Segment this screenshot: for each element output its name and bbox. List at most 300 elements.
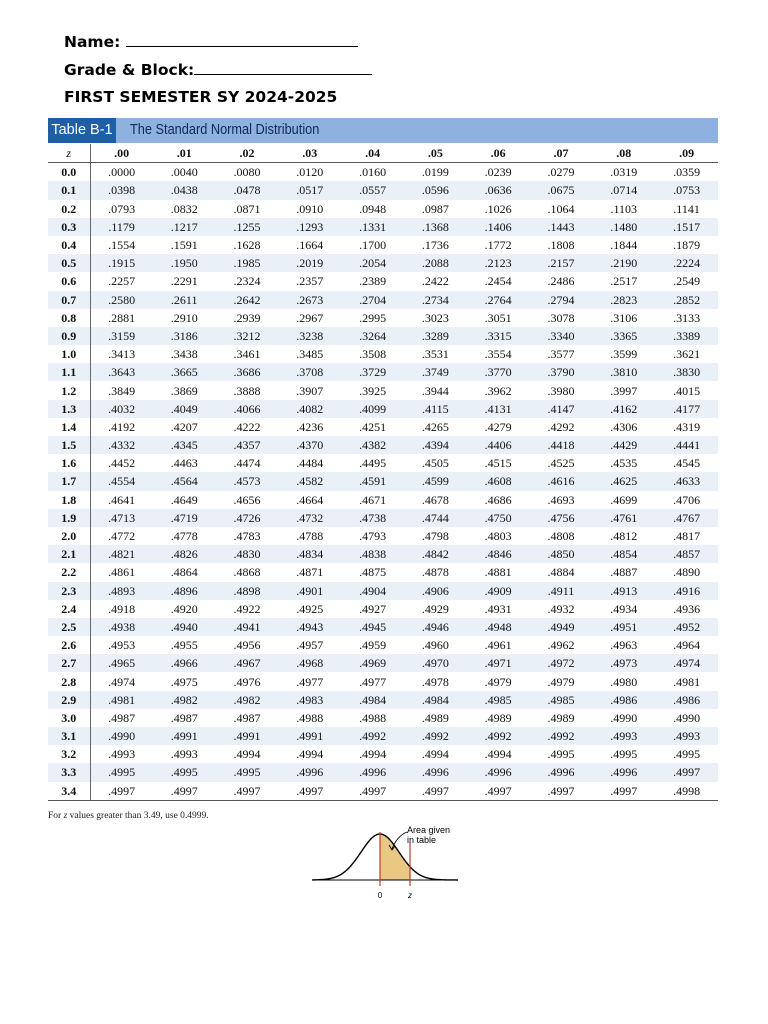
- table-cell: .4788: [296, 529, 324, 544]
- table-cell: .4826: [153, 545, 216, 563]
- z-value-cell: 1.6: [48, 454, 90, 472]
- z-value-cell: 2.2: [48, 563, 90, 581]
- table-cell: .4878: [421, 565, 449, 580]
- table-cell: .2939: [233, 310, 261, 325]
- table-cell: .0793: [108, 201, 136, 216]
- table-row: [48, 709, 718, 727]
- table-cell: .4989: [484, 710, 512, 725]
- table-cell: .4686: [484, 492, 512, 507]
- table-row: [48, 236, 718, 254]
- table-row: [48, 654, 718, 672]
- z-value-cell: 1.1: [48, 363, 90, 381]
- table-cell: .1591: [170, 238, 198, 253]
- table-cell: .1368: [404, 218, 467, 236]
- table-cell: .4279: [484, 419, 512, 434]
- table-cell: .3023: [421, 310, 449, 325]
- table-cell: .4997: [278, 782, 341, 801]
- table-cell: .4995: [216, 763, 279, 781]
- table-row: [48, 563, 718, 581]
- table-cell: .4713: [90, 509, 153, 527]
- table-cell: .0557: [341, 181, 404, 199]
- table-cell: .4738: [341, 509, 404, 527]
- table-cell: .4909: [467, 582, 530, 600]
- table-cell: .4699: [610, 492, 638, 507]
- table-cell: .4992: [467, 727, 530, 745]
- table-cell: .4834: [278, 545, 341, 563]
- z-value-cell: 2.0: [48, 527, 90, 545]
- table-cell: .0160: [359, 165, 387, 180]
- table-row: [48, 454, 718, 472]
- table-cell: .0319: [610, 165, 638, 180]
- table-cell: .4990: [673, 710, 701, 725]
- table-cell: .3997: [610, 383, 638, 398]
- table-cell: .2088: [404, 254, 467, 272]
- column-header: .05: [404, 144, 467, 163]
- table-cell: .2123: [467, 254, 530, 272]
- table-cell: .4981: [90, 691, 153, 709]
- table-cell: .1141: [673, 201, 700, 216]
- table-cell: .3962: [484, 383, 512, 398]
- table-cell: .4726: [216, 509, 279, 527]
- table-cell: .4993: [170, 747, 198, 762]
- table-cell: .4564: [153, 472, 216, 490]
- z-value-cell: 1.9: [48, 509, 90, 527]
- table-cell: .4842: [404, 545, 467, 563]
- z-column-header: z: [48, 144, 90, 163]
- table-cell: .2357: [296, 274, 324, 289]
- table-cell: .4932: [547, 601, 575, 616]
- table-cell: .4991: [153, 727, 216, 745]
- table-cell: .4306: [610, 419, 638, 434]
- table-cell: .3289: [404, 327, 467, 345]
- table-cell: .3686: [216, 363, 279, 381]
- table-cell: .3577: [547, 347, 575, 362]
- callout-line2: in table: [407, 835, 437, 845]
- table-cell: .4973: [592, 654, 655, 672]
- table-cell: .4750: [467, 509, 530, 527]
- table-cell: .4995: [610, 747, 638, 762]
- table-cell: .4821: [90, 545, 153, 563]
- table-cell: .2549: [673, 274, 701, 289]
- table-cell: .4918: [108, 601, 136, 616]
- table-cell: .3186: [153, 327, 216, 345]
- table-cell: .4990: [610, 710, 638, 725]
- table-cell: .4875: [359, 565, 387, 580]
- table-caption: The Standard Normal Distribution: [130, 122, 320, 138]
- table-cell: .4974: [108, 674, 136, 689]
- table-cell: .3238: [278, 327, 341, 345]
- table-row: [48, 618, 718, 636]
- normal-curve-figure: [310, 822, 460, 902]
- table-row: [48, 672, 718, 690]
- table-row: [48, 345, 718, 363]
- table-cell: .4032: [90, 400, 153, 418]
- z-value-cell: 1.7: [48, 472, 90, 490]
- z-value-cell: 0.3: [48, 218, 90, 236]
- table-cell: .4988: [359, 710, 387, 725]
- table-cell: .4969: [341, 654, 404, 672]
- table-cell: .3159: [90, 327, 153, 345]
- table-cell: .4997: [530, 782, 593, 801]
- column-header: .07: [530, 144, 593, 163]
- table-cell: .3508: [359, 347, 387, 362]
- table-cell: .4616: [530, 472, 593, 490]
- table-cell: .3708: [278, 363, 341, 381]
- table-cell: .2967: [296, 310, 324, 325]
- table-cell: .4992: [341, 727, 404, 745]
- table-cell: .4991: [278, 727, 341, 745]
- table-cell: .3106: [610, 310, 638, 325]
- table-cell: .3790: [530, 363, 593, 381]
- table-cell: .4418: [530, 436, 593, 454]
- table-cell: .4881: [484, 565, 512, 580]
- table-cell: .4965: [90, 654, 153, 672]
- table-cell: .4812: [610, 529, 638, 544]
- table-cell: .4656: [233, 492, 261, 507]
- table-cell: .3340: [530, 327, 593, 345]
- table-cell: .4066: [216, 400, 279, 418]
- table-cell: .4732: [278, 509, 341, 527]
- table-cell: .2823: [592, 291, 655, 309]
- z-value-cell: 2.1: [48, 545, 90, 563]
- table-row: [48, 436, 718, 454]
- table-cell: .3315: [467, 327, 530, 345]
- z-value-cell: 3.4: [48, 782, 90, 801]
- table-cell: .4382: [341, 436, 404, 454]
- table-cell: .4951: [592, 618, 655, 636]
- table-cell: .4990: [90, 727, 153, 745]
- table-cell: .0636: [467, 181, 530, 199]
- table-cell: .4997: [341, 782, 404, 801]
- table-cell: .1517: [655, 218, 718, 236]
- table-cell: .4936: [673, 601, 701, 616]
- table-cell: .4251: [359, 419, 387, 434]
- table-cell: .4952: [655, 618, 718, 636]
- table-cell: .4177: [655, 400, 718, 418]
- table-cell: .3365: [592, 327, 655, 345]
- z-value-cell: 0.9: [48, 327, 90, 345]
- table-cell: .4966: [153, 654, 216, 672]
- table-row: [48, 782, 718, 801]
- table-cell: .4934: [610, 601, 638, 616]
- table-cell: .1443: [530, 218, 593, 236]
- table-cell: .0398: [90, 181, 153, 199]
- table-cell: .0000: [108, 165, 136, 180]
- table-cell: .4979: [547, 674, 575, 689]
- table-cell: .3980: [547, 383, 575, 398]
- table-cell: .4678: [421, 492, 449, 507]
- table-row: [48, 400, 718, 418]
- table-cell: .4452: [108, 456, 136, 471]
- z-value-cell: 2.5: [48, 618, 90, 636]
- table-cell: .4913: [592, 582, 655, 600]
- table-cell: .4591: [341, 472, 404, 490]
- table-cell: .4911: [530, 582, 593, 600]
- table-cell: .4982: [216, 691, 279, 709]
- table-cell: .2486: [547, 274, 575, 289]
- table-cell: .4984: [341, 691, 404, 709]
- table-cell: .4945: [341, 618, 404, 636]
- table-cell: .3413: [108, 347, 136, 362]
- table-cell: .4582: [278, 472, 341, 490]
- table-cell: .4996: [404, 763, 467, 781]
- table-cell: .1700: [359, 238, 387, 253]
- table-cell: .4967: [216, 654, 279, 672]
- table-cell: .4901: [278, 582, 341, 600]
- table-cell: .4884: [547, 565, 575, 580]
- table-row: [48, 272, 718, 290]
- table-cell: .4997: [153, 782, 216, 801]
- table-cell: .4793: [359, 529, 387, 544]
- table-cell: .1879: [673, 238, 701, 253]
- table-cell: .3869: [170, 383, 198, 398]
- table-cell: .4345: [153, 436, 216, 454]
- table-cell: .4974: [655, 654, 718, 672]
- table-cell: .4996: [530, 763, 593, 781]
- z-value-cell: 0.5: [48, 254, 90, 272]
- table-cell: .3078: [547, 310, 575, 325]
- table-cell: .3461: [233, 347, 261, 362]
- table-cell: .3770: [467, 363, 530, 381]
- column-header: .03: [278, 144, 341, 163]
- table-cell: .4370: [278, 436, 341, 454]
- table-row: [48, 745, 718, 763]
- table-cell: .4082: [278, 400, 341, 418]
- table-cell: .4332: [90, 436, 153, 454]
- table-cell: .1985: [216, 254, 279, 272]
- table-cell: .4997: [216, 782, 279, 801]
- table-cell: .1736: [421, 238, 449, 253]
- table-row: [48, 636, 718, 654]
- table-cell: .4406: [467, 436, 530, 454]
- table-cell: .4996: [467, 763, 530, 781]
- table-cell: .4756: [530, 509, 593, 527]
- z-value-cell: 3.3: [48, 763, 90, 781]
- table-cell: .2580: [90, 291, 153, 309]
- table-cell: .4997: [404, 782, 467, 801]
- table-cell: .4985: [530, 691, 593, 709]
- table-cell: .4706: [673, 492, 701, 507]
- table-row: [48, 309, 718, 327]
- table-cell: .4898: [216, 582, 279, 600]
- table-cell: .4864: [170, 565, 198, 580]
- table-cell: .1480: [592, 218, 655, 236]
- z-value-cell: 0.2: [48, 200, 90, 218]
- table-cell: .4996: [592, 763, 655, 781]
- table-cell: .4985: [467, 691, 530, 709]
- table-cell: .0948: [359, 201, 387, 216]
- table-cell: .4955: [170, 638, 198, 653]
- z-value-cell: 1.2: [48, 381, 90, 399]
- table-cell: .4015: [673, 383, 701, 398]
- footnote-after: values greater than 3.49, use 0.4999.: [67, 811, 209, 821]
- table-cell: .4994: [421, 747, 449, 762]
- table-cell: .4968: [278, 654, 341, 672]
- table-cell: .4767: [655, 509, 718, 527]
- table-cell: .4772: [108, 529, 136, 544]
- table-cell: .4846: [467, 545, 530, 563]
- table-cell: .4997: [90, 782, 153, 801]
- table-cell: .4996: [278, 763, 341, 781]
- table-cell: .4983: [278, 691, 341, 709]
- table-cell: .1103: [610, 201, 638, 216]
- z-table-body: [48, 163, 718, 801]
- table-cell: .4946: [404, 618, 467, 636]
- table-cell: .4904: [341, 582, 404, 600]
- table-cell: .4871: [296, 565, 324, 580]
- footnote: [48, 811, 209, 821]
- table-row: [48, 218, 718, 236]
- table-cell: .2019: [278, 254, 341, 272]
- table-cell: .4484: [296, 456, 324, 471]
- table-cell: .4994: [484, 747, 512, 762]
- table-cell: .0199: [421, 165, 449, 180]
- table-cell: .4049: [153, 400, 216, 418]
- table-cell: .1950: [153, 254, 216, 272]
- table-cell: .3438: [170, 347, 198, 362]
- name-label: Name:: [64, 33, 121, 51]
- table-row: [48, 491, 718, 509]
- table-cell: .0438: [153, 181, 216, 199]
- table-row: [48, 545, 718, 563]
- table-cell: .4961: [484, 638, 512, 653]
- table-cell: .2794: [530, 291, 593, 309]
- table-cell: .2881: [108, 310, 136, 325]
- table-cell: .4744: [404, 509, 467, 527]
- table-cell: .4975: [170, 674, 198, 689]
- table-cell: .4997: [467, 782, 530, 801]
- table-cell: .4265: [421, 419, 449, 434]
- table-cell: .1628: [233, 238, 261, 253]
- table-cell: .4981: [673, 674, 701, 689]
- z-value-cell: 1.0: [48, 345, 90, 363]
- table-cell: .4962: [547, 638, 575, 653]
- z-value-cell: 2.8: [48, 672, 90, 690]
- table-cell: .2054: [341, 254, 404, 272]
- table-row: [48, 381, 718, 399]
- table-cell: .3810: [592, 363, 655, 381]
- table-cell: .4192: [108, 419, 136, 434]
- table-cell: .2389: [359, 274, 387, 289]
- table-cell: .4978: [421, 674, 449, 689]
- table-cell: .4495: [359, 456, 387, 471]
- table-cell: .2910: [170, 310, 198, 325]
- table-cell: .0120: [296, 165, 324, 180]
- table-cell: .2673: [278, 291, 341, 309]
- table-cell: .0871: [233, 201, 261, 216]
- table-cell: .4941: [216, 618, 279, 636]
- table-cell: .4949: [530, 618, 593, 636]
- table-cell: .2324: [233, 274, 261, 289]
- table-cell: .4162: [592, 400, 655, 418]
- table-cell: .3531: [421, 347, 449, 362]
- table-cell: .4868: [233, 565, 261, 580]
- table-cell: .4545: [673, 456, 701, 471]
- table-row: [48, 691, 718, 709]
- table-cell: .1406: [467, 218, 530, 236]
- callout-line1: Area given: [407, 825, 451, 835]
- table-cell: .1331: [341, 218, 404, 236]
- table-cell: .4977: [296, 674, 324, 689]
- table-cell: .4554: [90, 472, 153, 490]
- table-cell: .4931: [484, 601, 512, 616]
- table-cell: .4236: [296, 419, 324, 434]
- table-cell: .2704: [341, 291, 404, 309]
- table-cell: .4099: [341, 400, 404, 418]
- z-value-cell: 3.0: [48, 709, 90, 727]
- table-cell: .3051: [484, 310, 512, 325]
- table-cell: .4998: [655, 782, 718, 801]
- table-cell: .3749: [404, 363, 467, 381]
- table-cell: .4857: [655, 545, 718, 563]
- table-cell: .4798: [421, 529, 449, 544]
- table-cell: .4986: [655, 691, 718, 709]
- table-cell: .1179: [90, 218, 153, 236]
- table-row: [48, 181, 718, 199]
- column-header: .02: [216, 144, 279, 163]
- table-cell: .4783: [233, 529, 261, 544]
- table-cell: .1808: [547, 238, 575, 253]
- table-row: [48, 363, 718, 381]
- table-cell: .4977: [359, 674, 387, 689]
- zero-label: 0: [377, 891, 383, 900]
- table-cell: .4960: [421, 638, 449, 653]
- table-cell: .4984: [404, 691, 467, 709]
- column-header: .08: [592, 144, 655, 163]
- table-cell: .4940: [153, 618, 216, 636]
- table-cell: .4993: [655, 727, 718, 745]
- table-cell: .4861: [108, 565, 136, 580]
- table-cell: .4992: [404, 727, 467, 745]
- table-cell: .4925: [296, 601, 324, 616]
- table-cell: .1217: [153, 218, 216, 236]
- table-cell: .4838: [341, 545, 404, 563]
- table-cell: .0517: [278, 181, 341, 199]
- table-cell: .0714: [592, 181, 655, 199]
- table-cell: .4515: [484, 456, 512, 471]
- table-cell: .0080: [233, 165, 261, 180]
- shaded-area: [380, 834, 410, 880]
- column-header: .04: [341, 144, 404, 163]
- table-cell: .4147: [530, 400, 593, 418]
- table-cell: .0910: [296, 201, 324, 216]
- z-value-cell: 2.6: [48, 636, 90, 654]
- table-cell: .4649: [170, 492, 198, 507]
- table-cell: .3830: [655, 363, 718, 381]
- table-cell: .4916: [655, 582, 718, 600]
- semester-title: FIRST SEMESTER SY 2024-2025: [64, 88, 338, 106]
- column-header: .00: [90, 144, 153, 163]
- table-cell: .0987: [421, 201, 449, 216]
- table-row: [48, 727, 718, 745]
- table-cell: .4671: [359, 492, 387, 507]
- table-cell: .3888: [233, 383, 261, 398]
- table-cell: .4292: [547, 419, 575, 434]
- table-cell: .3665: [153, 363, 216, 381]
- table-cell: .4441: [655, 436, 718, 454]
- z-value-cell: 0.6: [48, 272, 90, 290]
- table-row: [48, 200, 718, 218]
- table-cell: .4394: [404, 436, 467, 454]
- z-value-cell: 2.7: [48, 654, 90, 672]
- table-cell: .4980: [610, 674, 638, 689]
- table-cell: .1064: [547, 201, 575, 216]
- table-cell: .1554: [108, 238, 136, 253]
- z-value-cell: 0.0: [48, 163, 90, 182]
- table-cell: .0753: [655, 181, 718, 199]
- table-cell: .0359: [673, 165, 701, 180]
- grade-block-label: Grade & Block:: [64, 61, 195, 79]
